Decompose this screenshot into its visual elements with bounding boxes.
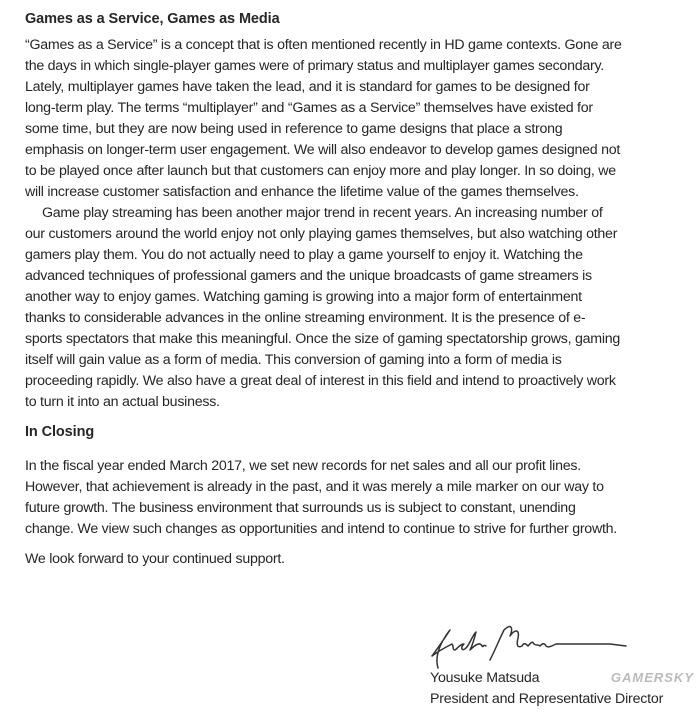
- text-line: future growth. The business environment that surrounds us is subject to constant, unending: [25, 500, 576, 516]
- text-line: our customers around the world enjoy not only playing games themselves, but also watching other: [25, 226, 618, 242]
- text-line: advanced techniques of professional gamers and the unique broadcasts of game streamers is: [25, 268, 592, 284]
- paragraph-closing: [25, 456, 617, 540]
- text-line: thanks to considerable advances in the online streaming environment. It is the presence of e-: [25, 310, 586, 326]
- section-heading: Games as a Service, Games as Media: [25, 11, 280, 27]
- text-line: the days in which single-player games were of primary status and multiplayer games secondary.: [25, 58, 604, 74]
- text-line: change. We view such changes as opportunities and intend to continue to strive for further growth.: [25, 521, 617, 537]
- paragraph-games-as-service: [25, 35, 622, 203]
- handwritten-signature: [430, 600, 650, 670]
- paragraph-support: [25, 549, 285, 570]
- signatory-name: Yousuke Matsuda: [430, 670, 540, 686]
- text-line: sports spectators that make this meaningful. Once the size of gaming spectatorship grows, gaming: [25, 331, 621, 347]
- text-line: “Games as a Service” is a concept that is often mentioned recently in HD game contexts. Gone are: [25, 37, 622, 53]
- text-line: However, that achievement is already in the past, and it was merely a mile marker on our way to: [25, 479, 604, 495]
- text-line: In the fiscal year ended March 2017, we set new records for net sales and all our profit lines.: [25, 458, 581, 474]
- text-line: to turn it into an actual business.: [25, 394, 220, 410]
- section-heading: In Closing: [25, 424, 95, 440]
- text-line: itself will gain value as a form of media. This conversion of gaming into a form of media is: [25, 352, 562, 368]
- text-line: Game play streaming has been another major trend in recent years. An increasing number of: [42, 205, 603, 221]
- text-line: Lately, multiplayer games have taken the lead, and it is standard for games to be designed for: [25, 79, 590, 95]
- text-line: another way to enjoy games. Watching gaming is growing into a major form of entertainment: [25, 289, 582, 305]
- text-line: emphasis on longer-term user engagement. We will also endeavor to develop games designed not: [25, 142, 621, 158]
- text-line: will increase customer satisfaction and enhance the lifetime value of the games themselves.: [25, 184, 579, 200]
- text-line: some time, but they are now being used in reference to game designs that place a strong: [25, 121, 563, 137]
- paragraph-streaming: [25, 203, 620, 413]
- text-line: We look forward to your continued support.: [25, 551, 285, 567]
- text-line: gamers play them. You do not actually need to play a game yourself to enjoy it. Watching the: [25, 247, 583, 263]
- text-line: to be played once after launch but that customers can enjoy more and play longer. In so doing, we: [25, 163, 616, 179]
- signatory-title: President and Representative Director: [430, 691, 664, 707]
- text-line: long-term play. The terms “multiplayer” and “Games as a Service” themselves have existed for: [25, 100, 593, 116]
- watermark: GAMERSKY: [610, 670, 694, 685]
- text-line: proceeding rapidly. We also have a great deal of interest in this field and intend to proactively work: [25, 373, 616, 389]
